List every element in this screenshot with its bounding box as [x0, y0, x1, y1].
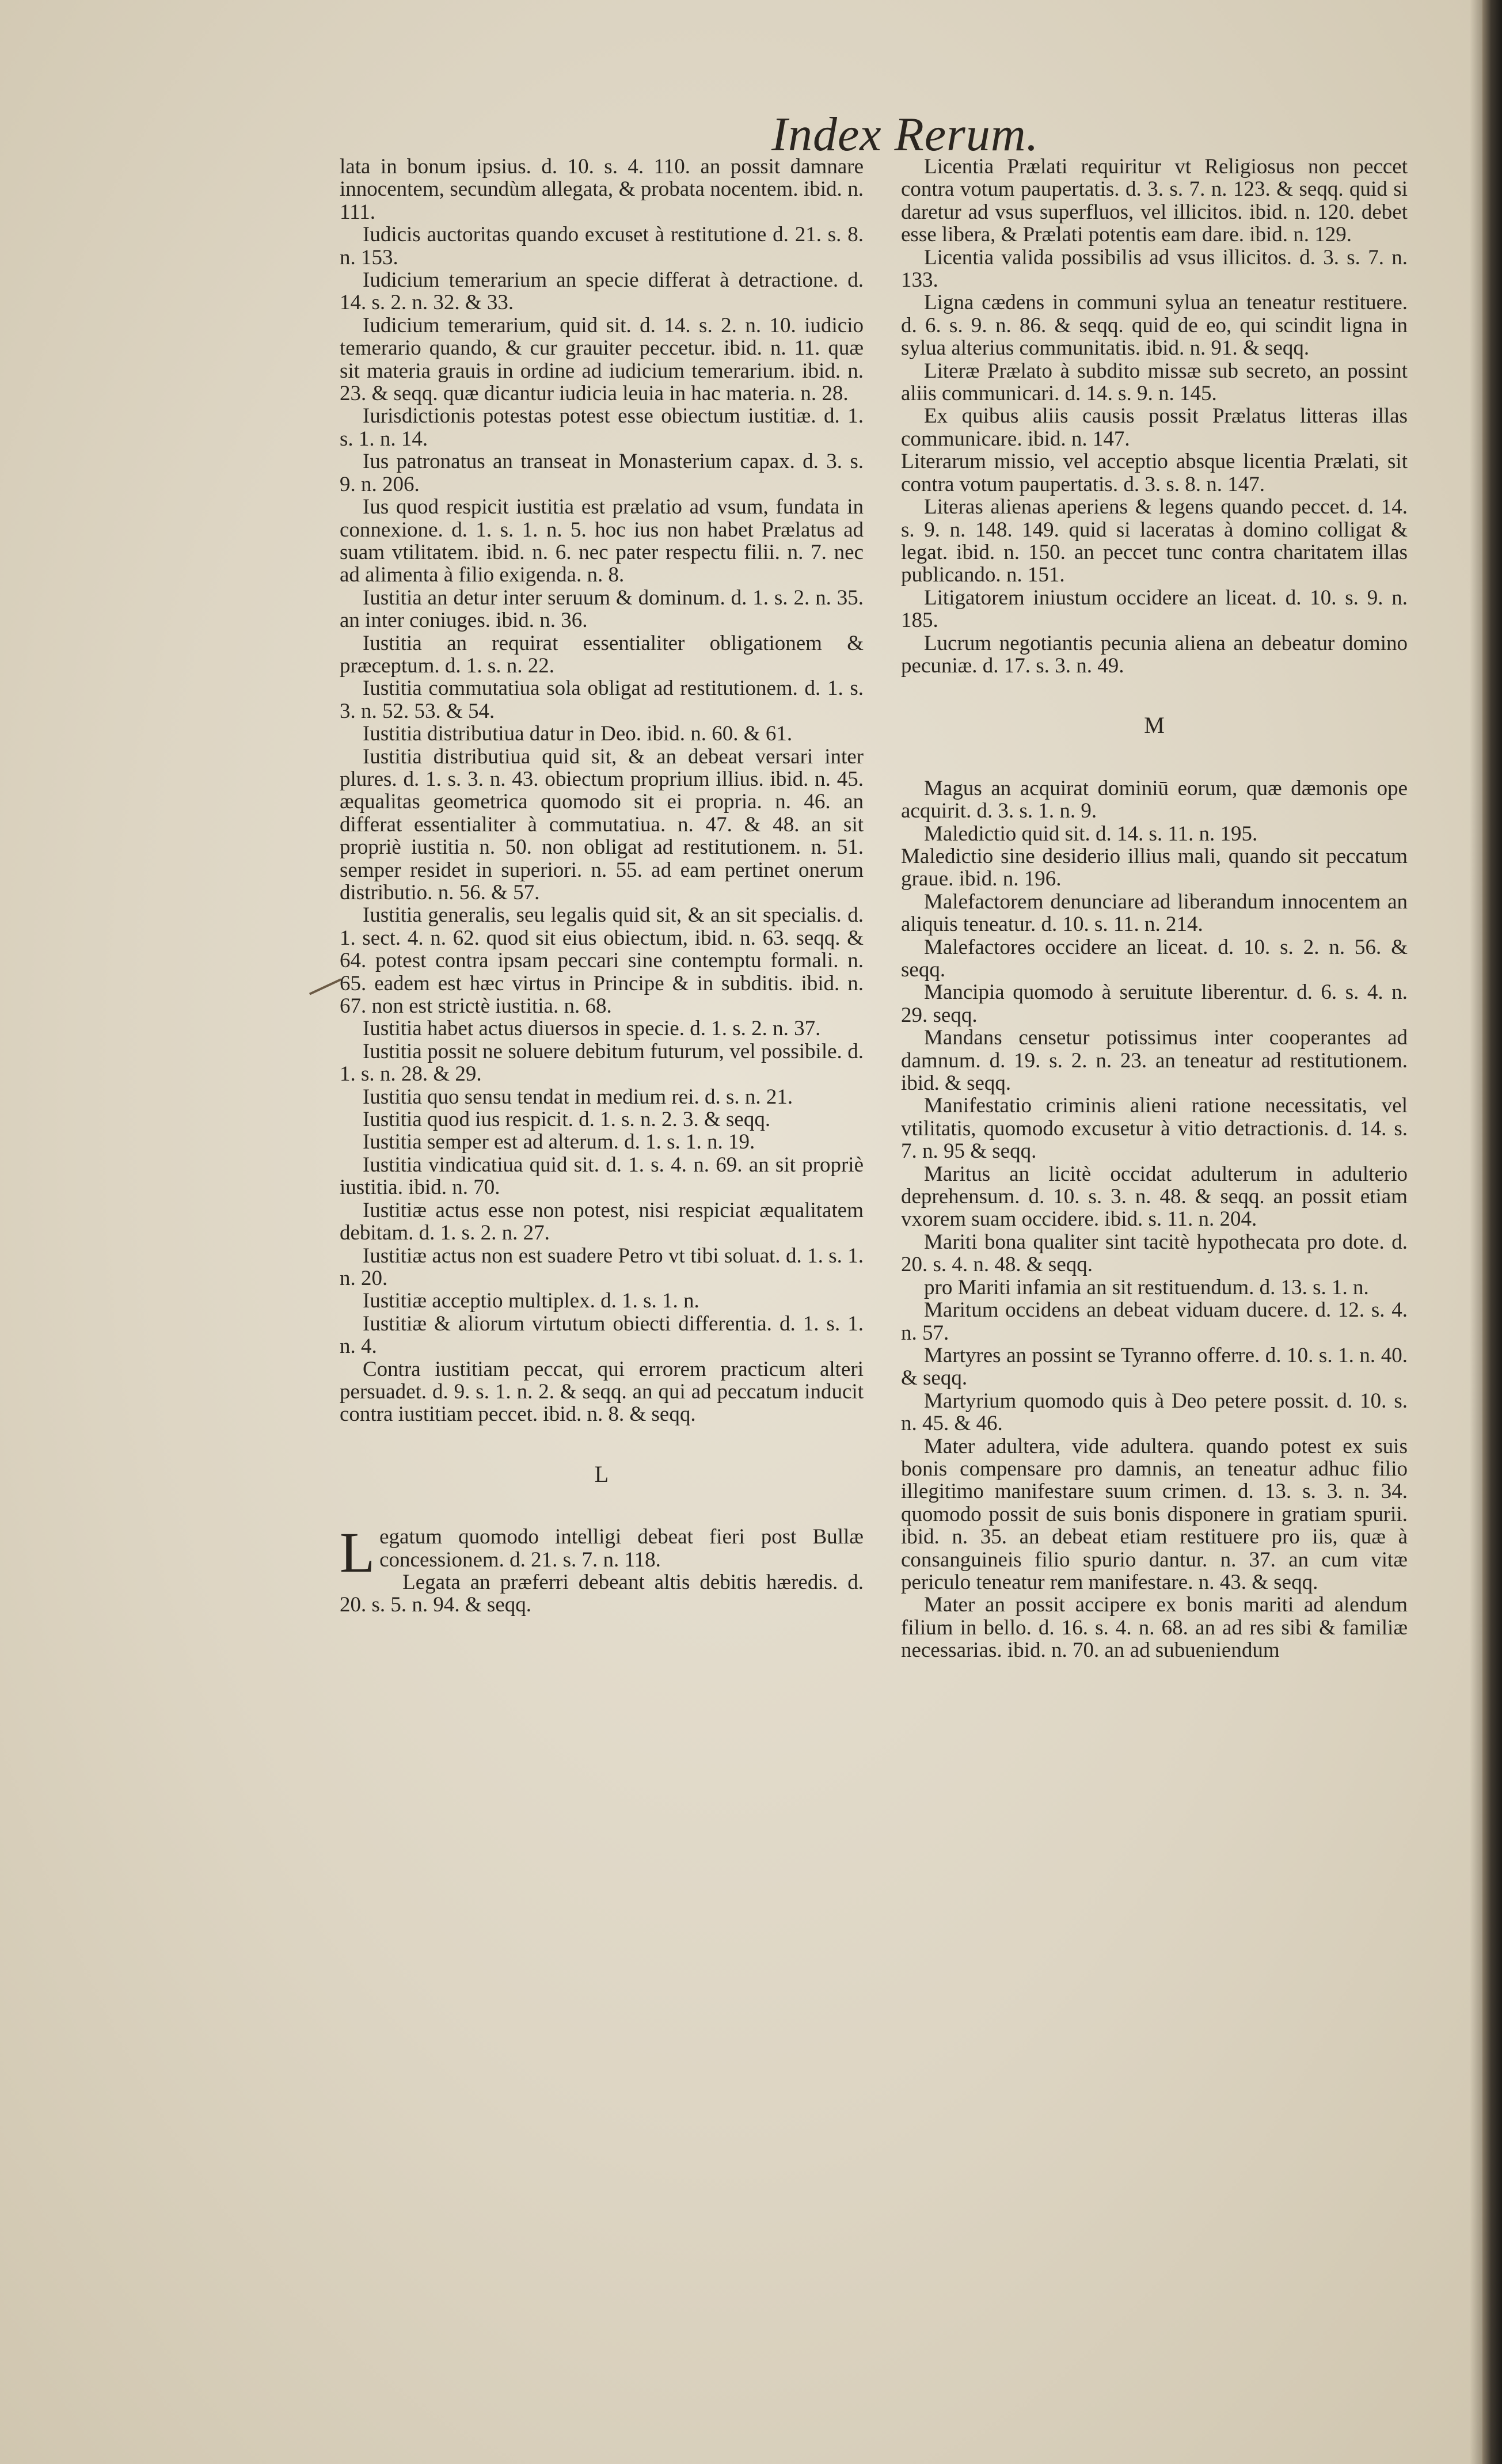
- index-entry: Manifestatio criminis alieni ratione necessitatis, vel vtilitatis, quomodo excusetur à vitio detractionis. d. 14. s. 7. n. 95 & seqq.: [901, 1094, 1408, 1163]
- index-entry: Literas alienas aperiens & legens quando peccet. d. 14. s. 9. n. 148. 149. quid si laceratas à domino colligat & legat. ibid. n. 150. an peccet tunc contra charitatem illas publicando. n. 151.: [901, 495, 1408, 587]
- index-entry: Iustitia semper est ad alterum. d. 1. s. 1. n. 19.: [363, 1130, 755, 1154]
- index-entry: Martyrium quomodo quis à Deo petere possit. d. 10. s. n. 45. & 46.: [901, 1389, 1408, 1436]
- index-entry: Iustitiæ actus esse non potest, nisi respiciat æqualitatem debitam. d. 1. s. 2. n. 27.: [340, 1198, 864, 1245]
- index-entry: Iudicium temerarium an specie differat à detractione. d. 14. s. 2. n. 32. & 33.: [340, 268, 864, 315]
- index-entry: lata in bonum ipsius. d. 10. s. 4. 110. an possit damnare innocentem, secundùm allegata, & probata nocentem. ibid. n. 111.: [340, 155, 864, 224]
- index-entry: Malefactorem denunciare ad liberandum innocentem an aliquis teneatur. d. 10. s. 11. n. 214.: [901, 889, 1408, 937]
- index-entry: Iustitia vindicatiua quid sit. d. 1. s. 4. n. 69. an sit propriè iustitia. ibid. n. 70.: [340, 1153, 864, 1200]
- index-entry: Iudicis auctoritas quando excuset à restitutione d. 21. s. 8. n. 153.: [340, 223, 864, 269]
- index-entry: Ligna cædens in communi sylua an teneatur restituere. d. 6. s. 9. n. 86. & seqq. quid de eo, qui scindit ligna in sylua alterius communitatis. ibid. n. 91. & seqq.: [901, 291, 1408, 360]
- index-entry: Iustitiæ acceptio multiplex. d. 1. s. 1. n.: [363, 1289, 699, 1313]
- index-entry: Literæ Prælato à subdito missæ sub secreto, an possint aliis communicari. d. 14. s. 9. n. 145.: [901, 359, 1408, 406]
- index-entry: Malefactores occidere an liceat. d. 10. s. 2. n. 56. & seqq.: [901, 935, 1408, 982]
- right-column: [901, 155, 1408, 1662]
- entry-text: egatum quomodo intelligi debeat fieri post Bullæ concessionem. d. 21. s. 7. n. 118.: [379, 1525, 864, 1572]
- index-entry: Iustitia distributiua datur in Deo. ibid. n. 60. & 61.: [363, 722, 793, 746]
- index-entry: Ius quod respicit iustitia est prælatio ad vsum, fundata in connexione. d. 1. s. 1. n. 5. hoc ius non habet Prælatus ad suam vtilitatem. ibid. n. 6. nec pater respectu filii. n. 7. nec ad alimenta à filio exigenda. n. 8.: [340, 495, 864, 587]
- index-entry: Iustitiæ actus non est suadere Petro vt tibi soluat. d. 1. s. 1. n. 20.: [340, 1244, 864, 1290]
- index-entry: Maritus an licitè occidat adulterum in adulterio deprehensum. d. 10. s. 3. n. 48. & seqq. an possit etiam vxorem suam occidere. ibid. s. 11. n. 204.: [901, 1162, 1408, 1231]
- index-entry: Iustitia quod ius respicit. d. 1. s. n. 2. 3. & seqq.: [363, 1108, 771, 1132]
- index-entry: Iustitia distributiua quid sit, & an debeat versari inter plures. d. 1. s. 3. n. 43. obiectum proprium illius. ibid. n. 45. æqualitas geometrica quomodo sit ei propria. n. 46. an differat essentialiter à commutatiua. n. 47. & 48. an sit propriè iustitia n. 50. non obligat ad restitutionem. n. 51. semper residet in superiori. n. 55. ad eam pertinet onerum distributio. n. 56. & 57.: [340, 744, 864, 904]
- index-entry: Iustitiæ & aliorum virtutum obiecti differentia. d. 1. s. 1. n. 4.: [340, 1311, 864, 1359]
- index-entry: Maledictio sine desiderio illius mali, quando sit peccatum graue. ibid. n. 196.: [901, 844, 1408, 891]
- index-entry: Iustitia an detur inter seruum & dominum. d. 1. s. 2. n. 35. an inter coniuges. ibid. n. 36.: [340, 585, 864, 633]
- left-column: [340, 155, 864, 1617]
- index-entry: Mater adultera, vide adultera. quando potest ex suis bonis compensare pro damnis, an teneatur adhuc filio illegitimo manifestare suum crimen. d. 13. s. 3. n. 34. quomodo possit de suis bonis disponere in gratiam spurii. ibid. n. 35. an debeat etiam restituere pro iis, quæ à consanguineis filio spurio dantur. n. 37. an cum vitæ periculo teneatur rem manifestare. n. 43. & seqq.: [901, 1434, 1408, 1594]
- index-entry: Iurisdictionis potestas potest esse obiectum iustitiæ. d. 1. s. 1. n. 14.: [340, 404, 864, 451]
- drop-cap: L: [340, 1520, 375, 1585]
- gutter-shadow: [1470, 0, 1482, 2464]
- running-header: Index Rerum.: [771, 108, 1039, 161]
- index-entry: Iustitia generalis, seu legalis quid sit, & an sit specialis. d. 1. sect. 4. n. 62. quod sit eius obiectum, ibid. n. 63. seqq. & 64. potest contra ipsam peccari sine contemptu formali. n. 65. eadem est hæc virtus in Principe & in subditis. ibid. n. 67. non est strictè iustitia. n. 68.: [340, 903, 864, 1018]
- index-entry: Contra iustitiam peccat, qui errorem practicum alteri persuadet. d. 9. s. 1. n. 2. & seqq. an qui ad peccatum inducit contra iustitiam peccet. ibid. n. 8. & seqq.: [340, 1357, 864, 1427]
- index-entry: Mariti bona qualiter sint tacitè hypothecata pro dote. d. 20. s. 4. n. 48. & seqq.: [901, 1230, 1408, 1277]
- index-entry: Ex quibus aliis causis possit Prælatus litteras illas communicare. ibid. n. 147.: [901, 404, 1408, 451]
- index-entry: pro Mariti infamia an sit restituendum. d. 13. s. 1. n.: [924, 1275, 1369, 1299]
- book-gutter: [1482, 0, 1502, 2464]
- index-entry: Iustitia commutatiua sola obligat ad restitutionem. d. 1. s. 3. n. 52. 53. & 54.: [340, 676, 864, 723]
- index-entry: Licentia Prælati requiritur vt Religiosus non peccet contra votum paupertatis. d. 3. s. 7. n. 123. & seqq. quid si daretur ad vsus superfluos, vel illicitos. ibid. n. 120. debet esse libera, & Prælati potentis eam dare. ibid. n. 129.: [901, 155, 1408, 247]
- index-entry: Mandans censetur potissimus inter cooperantes ad damnum. d. 19. s. 2. n. 23. an teneatur ad restitutionem. ibid. & seqq.: [901, 1026, 1408, 1096]
- index-entry: Licentia valida possibilis ad vsus illicitos. d. 3. s. 7. n. 133.: [901, 245, 1408, 292]
- index-entry: Lucrum negotiantis pecunia aliena an debeatur domino pecuniæ. d. 17. s. 3. n. 49.: [901, 631, 1408, 678]
- index-entry: Litigatorem iniustum occidere an liceat. d. 10. s. 9. n. 185.: [901, 585, 1408, 633]
- index-entry: Legata an præferri debeant altis debitis hæredis. d. 20. s. 5. n. 94. & seqq.: [340, 1570, 864, 1617]
- index-entry: Literarum missio, vel acceptio absque licentia Prælati, sit contra votum paupertatis. d. 3. s. 8. n. 147.: [901, 450, 1408, 496]
- section-letter: M: [1144, 712, 1165, 739]
- margin-pen-mark: [309, 979, 341, 995]
- index-entry: Magus an acquirat dominiū eorum, quæ dæmonis ope acquirit. d. 3. s. 1. n. 9.: [901, 776, 1408, 823]
- section-letter: L: [594, 1461, 609, 1487]
- index-entry: Martyres an possint se Tyranno offerre. d. 10. s. 1. n. 40. & seqq.: [901, 1343, 1408, 1390]
- index-entry: Iustitia quo sensu tendat in medium rei. d. s. n. 21.: [363, 1085, 793, 1109]
- index-entry: Iudicium temerarium, quid sit. d. 14. s. 2. n. 10. iudicio temerario quando, & cur grauiter peccetur. ibid. n. 11. quæ sit materia grauis in ordine ad iudicium temerarium. ibid. n. 23. & seqq. quæ dicantur iudicia leuia in hac materia. n. 28.: [340, 313, 864, 406]
- index-entry: Mater an possit accipere ex bonis mariti ad alendum filium in bello. d. 16. s. 4. n. 68. an ad res sibi & familiæ necessarias. ibid. n. 70. an ad subueniendum: [901, 1593, 1408, 1663]
- index-entry: [340, 1520, 864, 1585]
- index-entry: Ius patronatus an transeat in Monasterium capax. d. 3. s. 9. n. 206.: [340, 450, 864, 496]
- index-entry: Iustitia habet actus diuersos in specie. d. 1. s. 2. n. 37.: [363, 1017, 821, 1041]
- index-entry: Iustitia possit ne soluere debitum futurum, vel possibile. d. 1. s. n. 28. & 29.: [340, 1039, 864, 1086]
- index-entry: Iustitia an requirat essentialiter obligationem & præceptum. d. 1. s. n. 22.: [340, 631, 864, 678]
- index-entry: Maledictio quid sit. d. 14. s. 11. n. 195.: [924, 822, 1258, 846]
- index-entry: Mancipia quomodo à seruitute liberentur. d. 6. s. 4. n. 29. seqq.: [901, 980, 1408, 1027]
- index-entry: Maritum occidens an debeat viduam ducere. d. 12. s. 4. n. 57.: [901, 1298, 1408, 1345]
